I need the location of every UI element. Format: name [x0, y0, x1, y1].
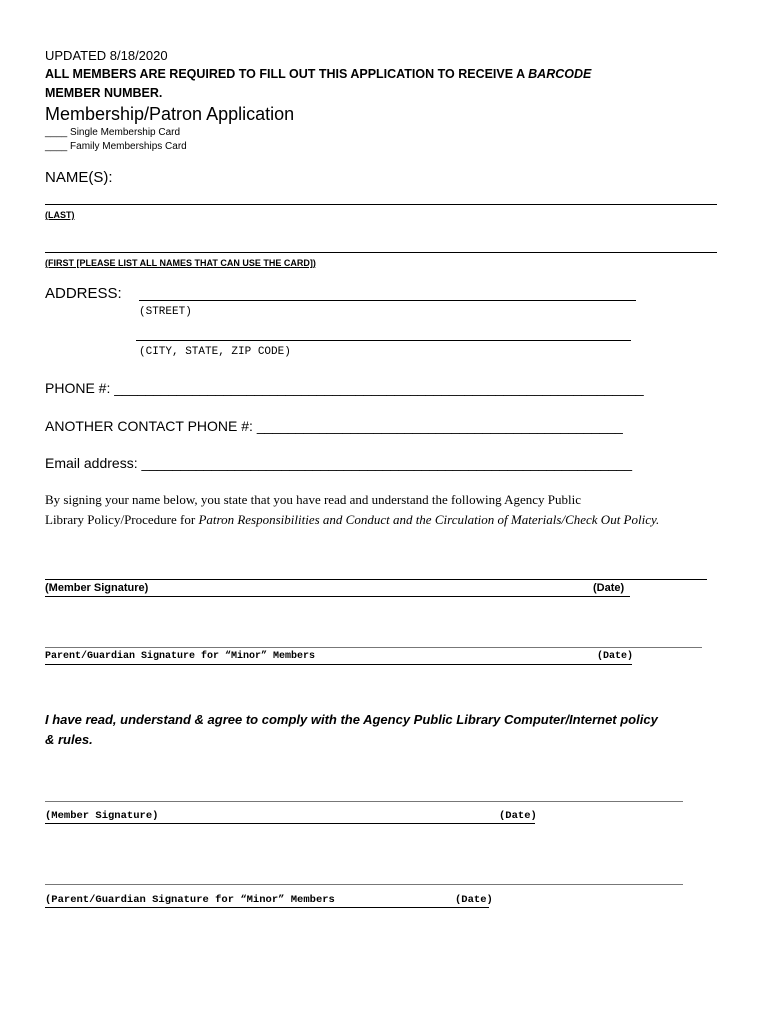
page-title: Membership/Patron Application: [45, 104, 295, 124]
guardian-date-caption-2: (Date): [455, 894, 493, 906]
guardian-caption-underline-1: [45, 664, 632, 665]
member-date-caption-2: (Date): [499, 810, 537, 822]
member-caption-underline-1: [45, 596, 630, 597]
guardian-signature-caption-1: Parent/Guardian Signature for “Minor” Members: [45, 651, 316, 662]
names-label: NAME(S):: [45, 169, 113, 186]
member-date-caption-1: (Date): [593, 582, 625, 594]
member-signature-caption-2: (Member Signature): [45, 810, 159, 822]
guardian-signature-line-1[interactable]: [45, 647, 702, 648]
notice-barcode: BARCODE: [528, 67, 592, 81]
phone-field[interactable]: PHONE #: ____________________________________________________________________: [45, 380, 644, 396]
alt-phone-field[interactable]: ANOTHER CONTACT PHONE #: _______________________________________________: [45, 418, 623, 434]
first-names-caption-text: (FIRST [PLEASE LIST ALL NAMES THAT CAN USE THE CARD]): [45, 258, 316, 268]
notice-line-1: [45, 67, 591, 81]
agreement-policy-name: Patron Responsibilities and Conduct and the Circulation of Materials/Check Out Policy.: [198, 512, 660, 527]
guardian-signature-caption-2: (Parent/Guardian Signature for “Minor” Members: [45, 894, 335, 906]
single-card-option[interactable]: ____ Single Membership Card: [45, 127, 181, 138]
computer-policy-line-2: & rules.: [45, 732, 93, 747]
member-signature-line-1[interactable]: [45, 579, 707, 580]
first-names-line[interactable]: [45, 252, 717, 253]
computer-policy-line-1: I have read, understand & agree to comply with the Agency Public Library Computer/Internet policy: [45, 712, 658, 727]
last-name-line[interactable]: [45, 204, 717, 205]
notice-text: ALL MEMBERS ARE REQUIRED TO FILL OUT THIS APPLICATION TO RECEIVE A: [45, 67, 529, 81]
member-caption-underline-2: [45, 823, 535, 824]
family-card-option[interactable]: ____ Family Memberships Card: [45, 141, 187, 152]
street-caption: (STREET): [139, 306, 192, 318]
member-signature-line-2[interactable]: [45, 801, 683, 802]
email-field[interactable]: Email address: _______________________________________________________________: [45, 455, 633, 471]
member-signature-caption-1: (Member Signature): [45, 582, 149, 594]
agreement-text: Library Policy/Procedure for: [45, 512, 199, 527]
updated-date: UPDATED 8/18/2020: [45, 48, 168, 63]
guardian-caption-underline-2: [45, 907, 489, 908]
guardian-date-caption-1: (Date): [597, 651, 634, 662]
agreement-line-2: [45, 512, 659, 528]
city-state-zip-caption: (CITY, STATE, ZIP CODE): [139, 346, 291, 358]
notice-line-2: MEMBER NUMBER.: [45, 86, 163, 100]
guardian-signature-line-2[interactable]: [45, 884, 683, 885]
address-label: ADDRESS:: [45, 285, 122, 302]
city-state-zip-line[interactable]: [136, 340, 631, 341]
last-name-caption: (LAST): [45, 210, 75, 220]
agreement-line-1: By signing your name below, you state that you have read and understand the following Agency Public: [45, 492, 582, 507]
first-names-caption: [45, 258, 316, 268]
street-line[interactable]: [139, 300, 636, 301]
